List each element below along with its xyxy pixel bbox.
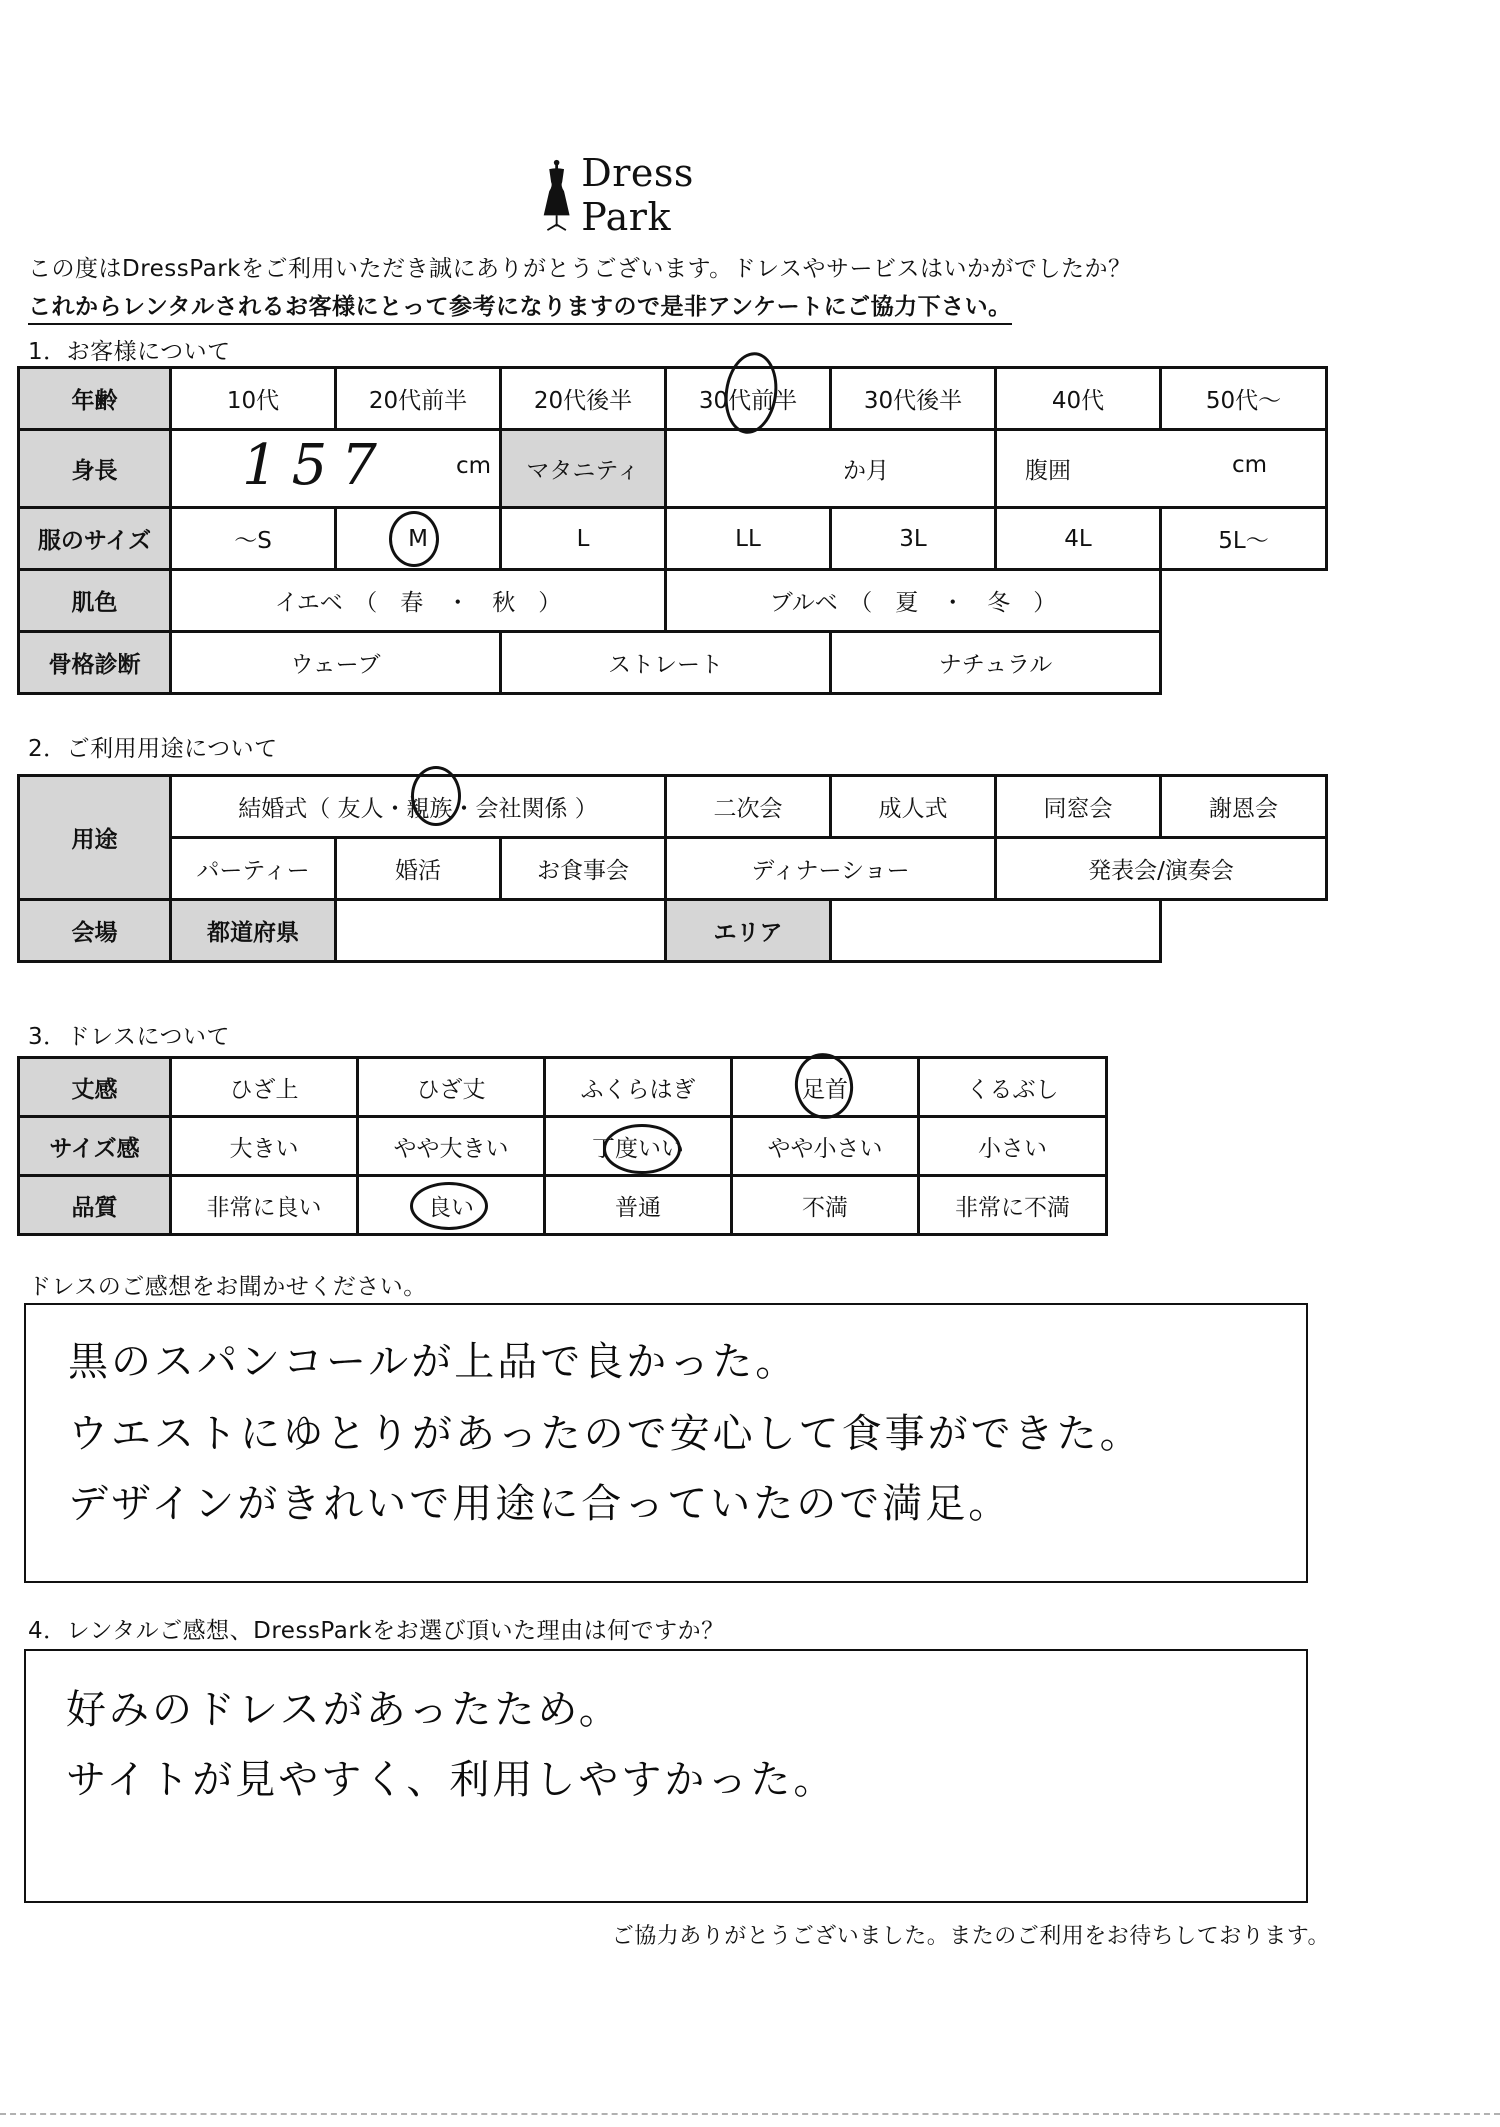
length-option-selected[interactable]: 足首 xyxy=(732,1058,919,1117)
age-option[interactable]: 40代 xyxy=(996,368,1161,430)
length-label: 丈感 xyxy=(19,1058,171,1117)
usage-option[interactable]: 成人式 xyxy=(831,776,996,838)
size-option[interactable]: L xyxy=(501,508,666,570)
customer-info-table xyxy=(17,366,1328,695)
age-option[interactable]: 50代～ xyxy=(1161,368,1327,430)
impressions-line: 黒のスパンコールが上品で良かった。 xyxy=(68,1339,799,1385)
impressions-box[interactable] xyxy=(24,1303,1308,1583)
maternity-label: マタニティ xyxy=(501,430,666,508)
usage-option[interactable]: 二次会 xyxy=(666,776,831,838)
quality-option[interactable]: 普通 xyxy=(545,1176,732,1235)
brand-name: Dress Park xyxy=(581,151,694,239)
usage-option[interactable]: お食事会 xyxy=(501,838,666,900)
fit-option[interactable]: やや大きい xyxy=(358,1117,545,1176)
reason-line: サイトが見やすく、利用しやすかった。 xyxy=(66,1757,837,1803)
fit-option[interactable]: やや小さい xyxy=(732,1117,919,1176)
section-4-title: 4．レンタルご感想、DressParkをお選び頂いた理由は何ですか？ xyxy=(28,1618,725,1644)
scan-edge-divider xyxy=(0,2113,1500,2119)
size-option[interactable]: LL xyxy=(666,508,831,570)
quality-option-selected[interactable]: 良い xyxy=(358,1176,545,1235)
venue-row xyxy=(19,900,1327,962)
quality-option[interactable]: 不満 xyxy=(732,1176,919,1235)
usage-label: 用途 xyxy=(19,776,171,900)
size-option[interactable]: 5L～ xyxy=(1161,508,1327,570)
fit-option-selected[interactable]: 丁度いい xyxy=(545,1117,732,1176)
quality-option[interactable]: 非常に不満 xyxy=(919,1176,1107,1235)
dress-form-icon xyxy=(540,155,573,235)
fit-label: サイズ感 xyxy=(19,1117,171,1176)
frame-option[interactable]: ナチュラル xyxy=(831,632,1161,694)
reason-box[interactable] xyxy=(24,1649,1308,1903)
length-row xyxy=(19,1058,1107,1117)
quality-option[interactable]: 非常に良い xyxy=(171,1176,358,1235)
waist-unit: cm xyxy=(1231,452,1267,478)
brand-logo xyxy=(540,150,780,240)
empty-cell xyxy=(1161,632,1327,694)
intro-line-1: この度はDressParkをご利用いただき誠にありがとうございます。ドレスやサービスはいかがでしたか？ xyxy=(28,256,1132,282)
size-option[interactable]: 4L xyxy=(996,508,1161,570)
waist-field[interactable] xyxy=(996,430,1327,508)
size-option[interactable]: ～S xyxy=(171,508,336,570)
skin-yellow-option[interactable]: イエベ （ 春 ・ 秋 ） xyxy=(171,570,666,632)
usage-option[interactable]: 謝恩会 xyxy=(1161,776,1327,838)
size-option[interactable]: 3L xyxy=(831,508,996,570)
age-option-selected[interactable]: 30代前半 xyxy=(666,368,831,430)
maternity-months-field[interactable] xyxy=(666,430,996,508)
months-unit: か月 xyxy=(843,458,889,484)
area-field[interactable] xyxy=(831,900,1161,962)
fit-option[interactable]: 大きい xyxy=(171,1117,358,1176)
prefecture-label: 都道府県 xyxy=(171,900,336,962)
skin-row xyxy=(19,570,1327,632)
skin-blue-option[interactable]: ブルベ （ 夏 ・ 冬 ） xyxy=(666,570,1161,632)
quality-label: 品質 xyxy=(19,1176,171,1235)
usage-table xyxy=(17,774,1328,963)
impressions-line: デザインがきれいで用途に合っていたので満足。 xyxy=(68,1481,1012,1527)
age-option[interactable]: 30代後半 xyxy=(831,368,996,430)
height-row xyxy=(19,430,1327,508)
quality-selection-circle xyxy=(410,1182,488,1230)
length-option[interactable]: ひざ丈 xyxy=(358,1058,545,1117)
length-option[interactable]: くるぶし xyxy=(919,1058,1107,1117)
fit-row xyxy=(19,1117,1107,1176)
height-value: 157 xyxy=(242,433,391,498)
age-option[interactable]: 20代前半 xyxy=(336,368,501,430)
area-label: エリア xyxy=(666,900,831,962)
section-3-title: 3．ドレスについて xyxy=(28,1024,230,1050)
impressions-line: ウエストにゆとりがあったので安心して食事ができた。 xyxy=(68,1411,1143,1457)
dress-table xyxy=(17,1056,1108,1236)
empty-cell xyxy=(1161,570,1327,632)
fit-option[interactable]: 小さい xyxy=(919,1117,1107,1176)
size-label: 服のサイズ xyxy=(19,508,171,570)
age-label: 年齢 xyxy=(19,368,171,430)
age-option[interactable]: 10代 xyxy=(171,368,336,430)
footer-thanks: ご協力ありがとうございました。またのご利用をお待ちしております。 xyxy=(611,1924,1330,1949)
age-row xyxy=(19,368,1327,430)
prefecture-field[interactable] xyxy=(336,900,666,962)
usage-row-1 xyxy=(19,776,1327,838)
usage-option[interactable]: ディナーショー xyxy=(666,838,996,900)
frame-label: 骨格診断 xyxy=(19,632,171,694)
empty-cell xyxy=(1161,900,1327,962)
quality-row xyxy=(19,1176,1107,1235)
length-option[interactable]: ふくらはぎ xyxy=(545,1058,732,1117)
wedding-option[interactable]: 結婚式（ 友人・親族・会社関係 ） xyxy=(171,776,666,838)
section-1-title: 1．お客様について xyxy=(28,339,231,365)
usage-option[interactable]: パーティー xyxy=(171,838,336,900)
frame-row xyxy=(19,632,1327,694)
section-2-title: 2．ご利用用途について xyxy=(28,736,278,762)
fit-selection-circle xyxy=(603,1124,681,1174)
wedding-relative-circle xyxy=(411,766,461,826)
impressions-prompt: ドレスのご感想をお聞かせください。 xyxy=(28,1274,427,1300)
height-label: 身長 xyxy=(19,430,171,508)
waist-label: 腹囲 xyxy=(1025,458,1071,484)
height-unit: cm xyxy=(455,453,491,479)
height-field[interactable] xyxy=(171,430,501,508)
frame-option[interactable]: ストレート xyxy=(501,632,831,694)
usage-row-2 xyxy=(19,838,1327,900)
usage-option[interactable]: 同窓会 xyxy=(996,776,1161,838)
frame-option[interactable]: ウェーブ xyxy=(171,632,501,694)
usage-option[interactable]: 発表会/演奏会 xyxy=(996,838,1327,900)
venue-label: 会場 xyxy=(19,900,171,962)
intro-line-2: これからレンタルされるお客様にとって参考になりますので是非アンケートにご協力下さい。 xyxy=(28,288,1012,325)
reason-line: 好みのドレスがあったため。 xyxy=(66,1687,622,1733)
usage-option[interactable]: 婚活 xyxy=(336,838,501,900)
size-selection-circle xyxy=(389,511,439,567)
size-option-selected[interactable]: M xyxy=(336,508,501,570)
age-option[interactable]: 20代後半 xyxy=(501,368,666,430)
skin-label: 肌色 xyxy=(19,570,171,632)
length-option[interactable]: ひざ上 xyxy=(171,1058,358,1117)
size-row xyxy=(19,508,1327,570)
